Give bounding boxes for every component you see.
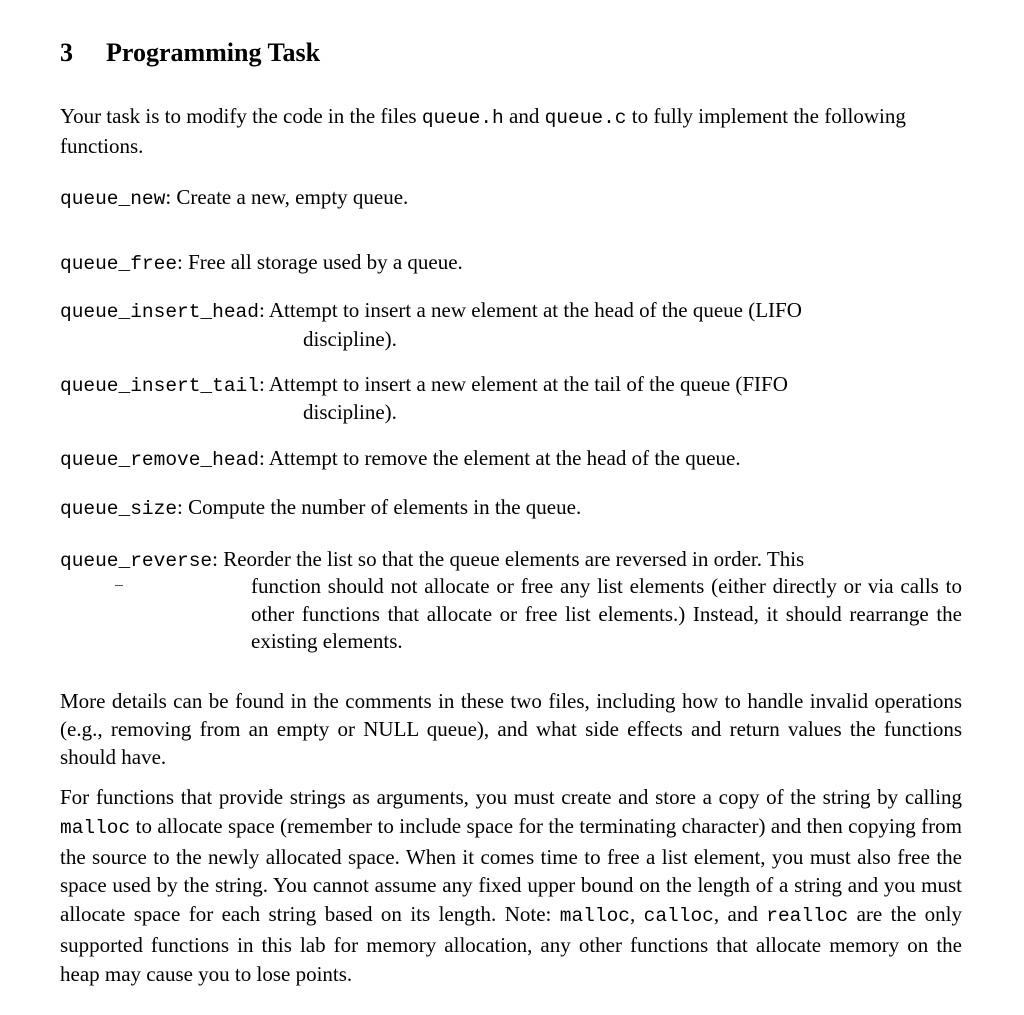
file-name-queue-h: queue.h [421, 107, 504, 129]
function-name: queue_insert_tail [60, 375, 259, 397]
code-malloc: malloc [60, 816, 131, 839]
function-desc-line2: discipline). [303, 400, 397, 424]
function-name: queue_size [60, 498, 178, 520]
strings-text-part3: are the only supported functions in this lab for memory allocation, any other functions that allocate memory on the heap may cause you to lose points. [60, 902, 963, 986]
function-colon: : [177, 495, 189, 519]
function-name: queue_remove_head [60, 449, 259, 471]
function-desc: Compute the number of elements in the queue. [188, 495, 582, 519]
function-name: queue_new [60, 188, 166, 210]
function-colon: : [212, 547, 224, 571]
strings-paragraph [60, 783, 962, 989]
function-item-queue-insert-tail [60, 370, 962, 400]
function-desc-rest: function should not allocate or free any list elements (either directly or via calls to other functions that allocate or free list elements.) Instead, it should rearrange the existing elements. [251, 574, 962, 653]
intro-text-mid: and [503, 104, 545, 128]
function-item-queue-new [60, 183, 962, 213]
separator-comma: , [630, 902, 644, 927]
function-desc-line1: Reorder the list so that the queue elements are reversed in order. This [223, 547, 805, 571]
section-heading [60, 38, 320, 68]
separator-and: , and [713, 902, 767, 927]
function-name: queue_reverse [60, 550, 213, 572]
function-desc-line2: discipline). [303, 327, 397, 351]
function-name: queue_free [60, 253, 178, 275]
strings-text-part1: For functions that provide strings as arguments, you must create and store a copy of the string by calling [60, 785, 962, 809]
code-realloc: realloc [766, 905, 849, 928]
stray-mark [115, 585, 123, 586]
function-desc: Create a new, empty queue. [176, 185, 409, 209]
function-colon: : [258, 446, 269, 470]
function-desc-line1: Attempt to insert a new element at the head of the queue (LIFO [268, 298, 802, 322]
intro-text-before: Your task is to modify the code in the files [60, 104, 422, 128]
function-item-queue-insert-head [60, 296, 962, 326]
intro-paragraph [60, 102, 962, 160]
function-item-queue-reverse [60, 545, 962, 575]
function-item-queue-free [60, 248, 962, 278]
intro-text-after: to fully implement the following functions. [60, 104, 906, 158]
section-title: Programming Task [106, 38, 321, 67]
function-colon: : [258, 298, 269, 322]
code-calloc: calloc [643, 905, 714, 928]
function-colon: : [165, 185, 177, 209]
function-item-queue-size [60, 493, 962, 523]
section-number: 3 [60, 38, 73, 67]
details-paragraph: More details can be found in the comments in these two files, including how to handle invalid operations (e.g., removing from an empty or NULL queue), and what side effects and return values the functions should have. [60, 689, 962, 769]
file-name-queue-c: queue.c [544, 107, 627, 129]
code-malloc-2: malloc [559, 905, 630, 928]
function-desc: Attempt to remove the element at the head of the queue. [268, 446, 741, 470]
function-desc-line1: Attempt to insert a new element at the tail of the queue (FIFO [268, 372, 788, 396]
function-colon: : [258, 372, 269, 396]
strings-text-part2: to allocate space (remember to include space for the terminating character) and then copying from the source to the newly allocated space. When it comes time to free a list element, you must also free the space used by the string. You cannot assume any fixed upper bound on the length of a string and you must allocate space for each string based on its length. Note: [60, 813, 962, 927]
function-colon: : [177, 250, 189, 274]
function-item-queue-remove-head [60, 444, 962, 474]
function-name: queue_insert_head [60, 301, 259, 323]
function-desc: Free all storage used by a queue. [188, 250, 463, 274]
